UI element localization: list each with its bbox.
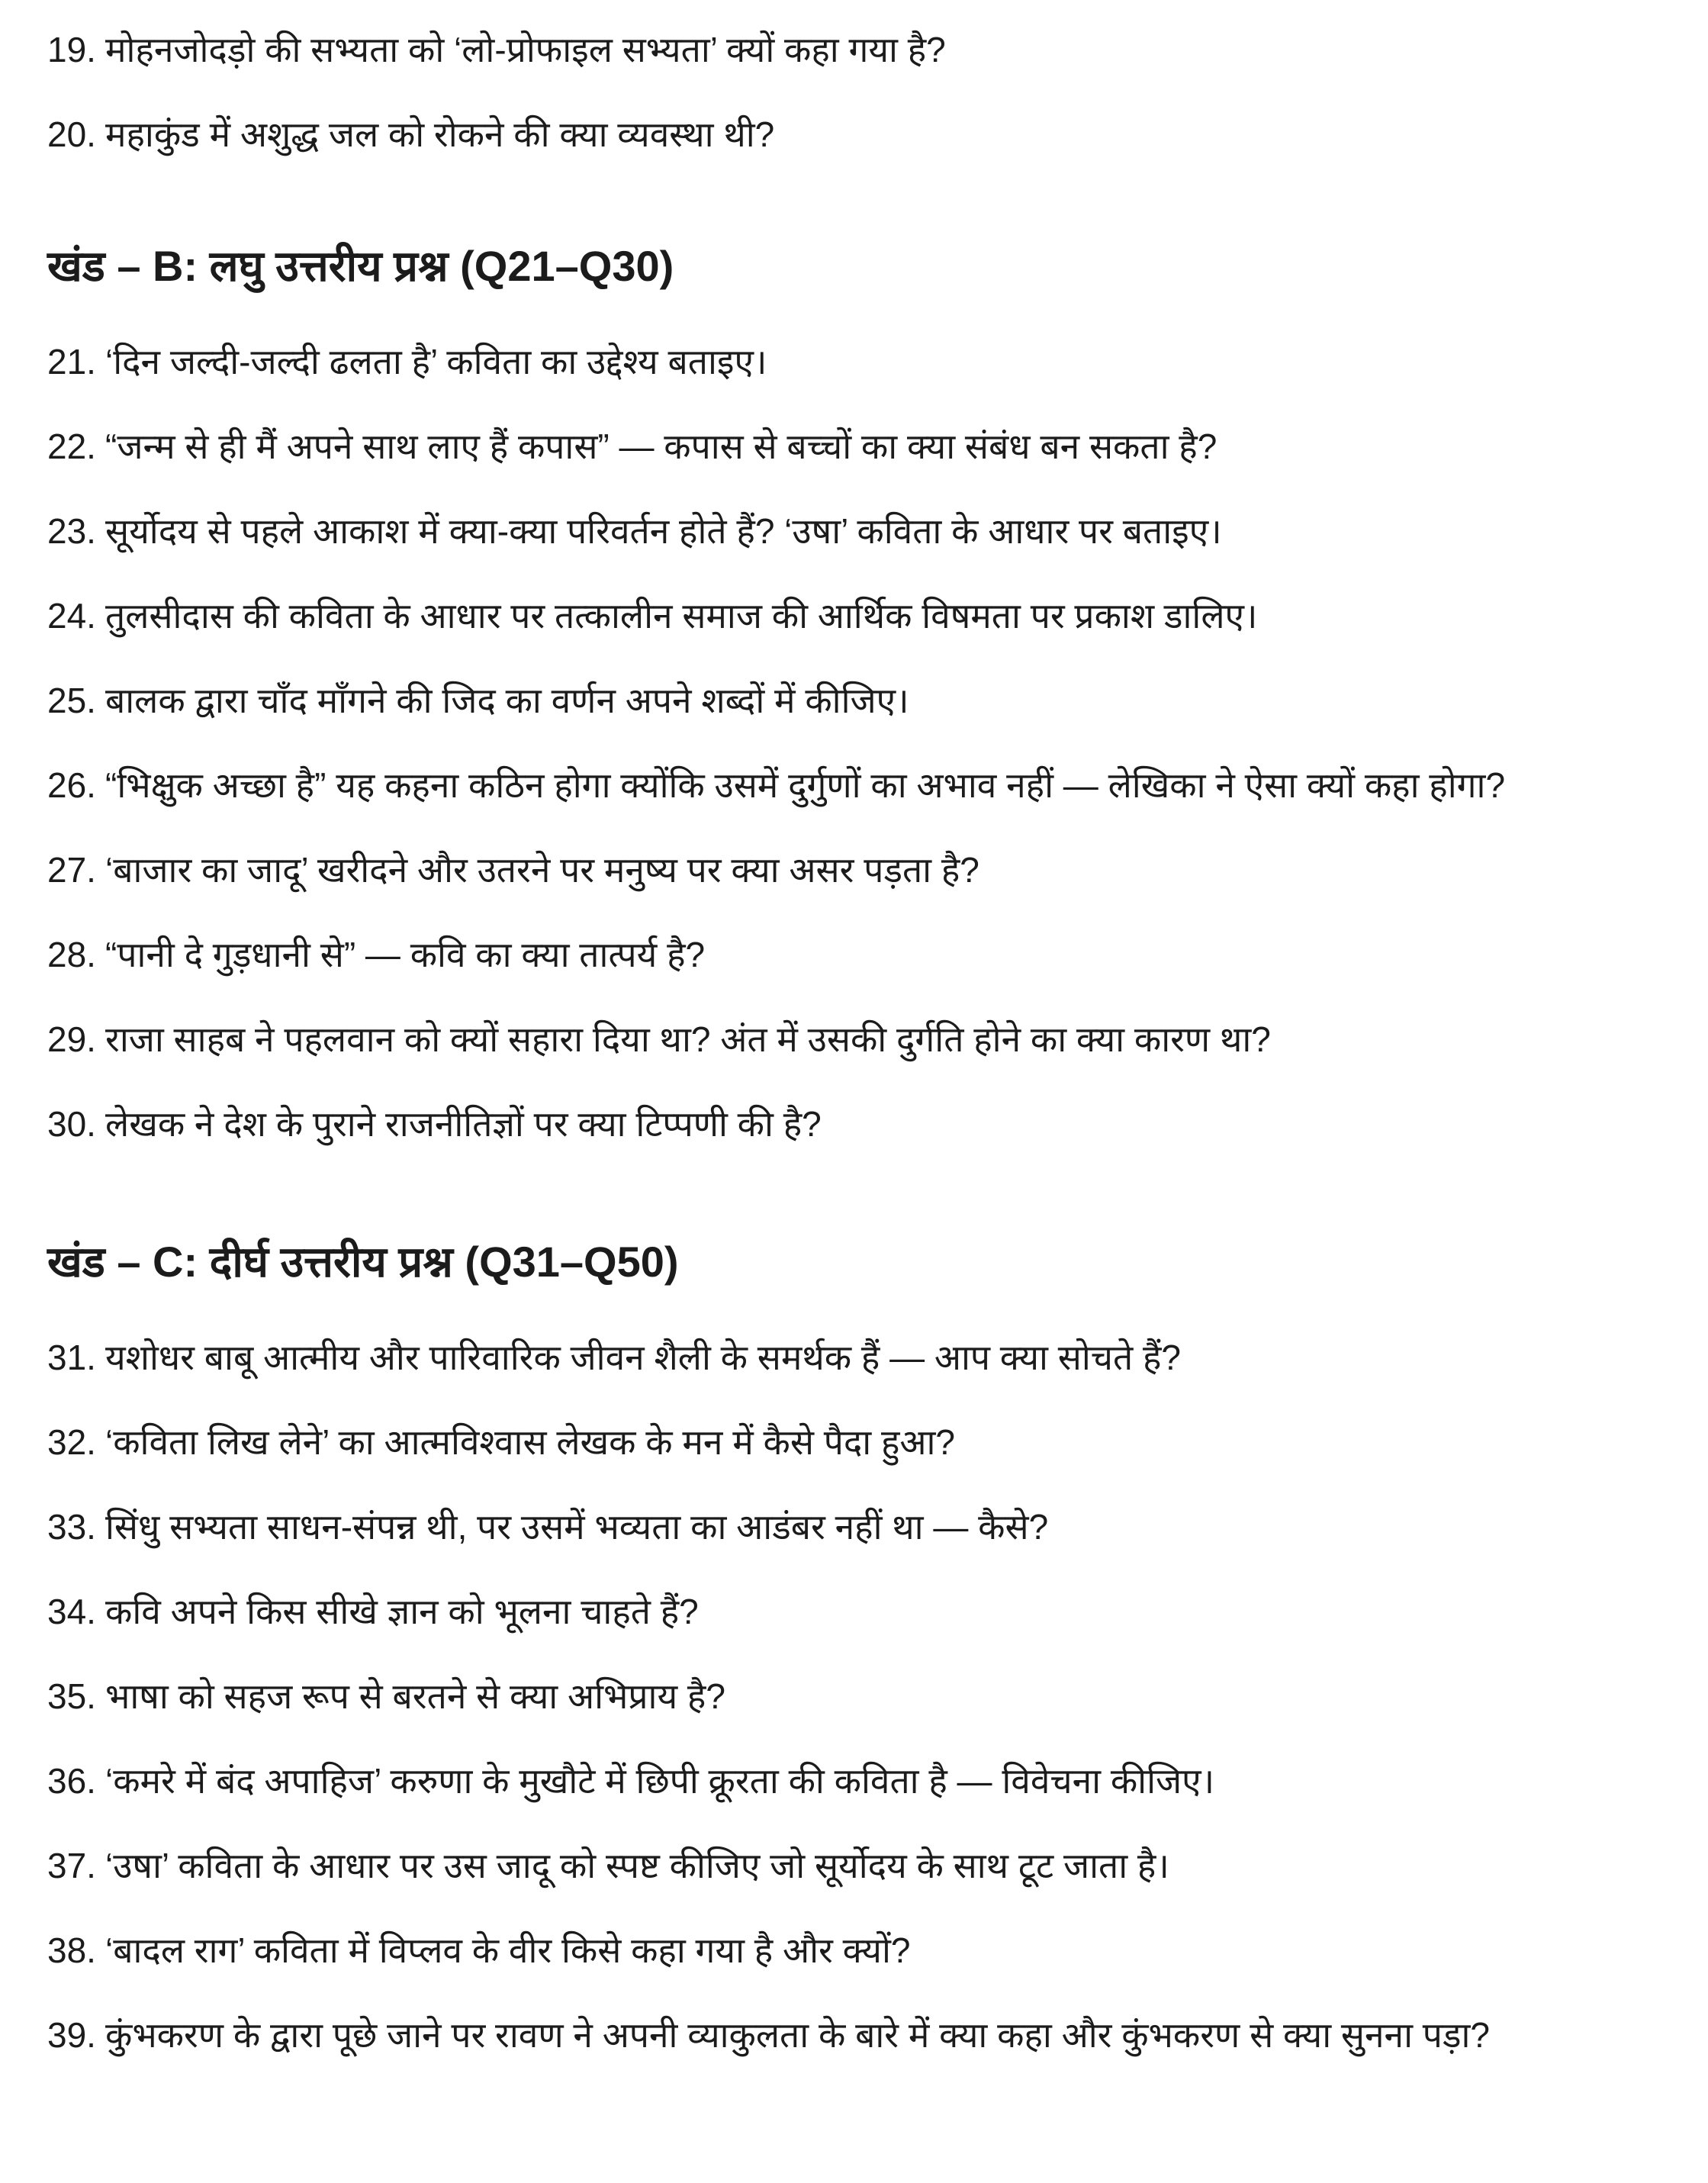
question-item [47,330,1661,394]
question-number: 29. [47,1019,96,1059]
question-item [47,1008,1661,1071]
question-item [47,1411,1661,1474]
question-item [47,500,1661,563]
question-text: कवि अपने किस सीखे ज्ञान को भूलना चाहते हैं? [105,1592,699,1631]
question-text: “जन्म से ही मैं अपने साथ लाए हैं कपास” — कपास से बच्चों का क्या संबंध बन सकता है? [105,427,1217,466]
question-number: 39. [47,2015,96,2055]
question-item [47,584,1661,648]
question-number: 38. [47,1930,96,1970]
question-number: 33. [47,1507,96,1547]
question-text: ‘कविता लिख लेने’ का आत्मविश्वास लेखक के मन में कैसे पैदा हुआ? [105,1422,955,1462]
question-text: कुंभकरण के द्वारा पूछे जाने पर रावण ने अपनी व्याकुलता के बारे में क्या कहा और कुंभकरण से क्या सुनना पड़ा? [105,2015,1491,2055]
question-item [47,1750,1661,1813]
question-text: यशोधर बाबू आत्मीय और पारिवारिक जीवन शैली के समर्थक हैं — आप क्या सोचते हैं? [105,1338,1181,1377]
question-item [47,669,1661,732]
question-item [47,1093,1661,1156]
question-number: 19. [47,30,96,69]
question-number: 32. [47,1422,96,1462]
question-number: 28. [47,935,96,974]
question-text: सिंधु सभ्यता साधन-संपन्न थी, पर उसमें भव्यता का आडंबर नहीं था — कैसे? [105,1507,1049,1547]
question-text: ‘बाजार का जादू’ खरीदने और उतरने पर मनुष्य पर क्या असर पड़ता है? [105,850,979,890]
question-number: 36. [47,1761,96,1801]
question-list-section-a [47,18,1661,166]
question-number: 26. [47,765,96,805]
question-number: 23. [47,511,96,551]
question-text: तुलसीदास की कविता के आधार पर तत्कालीन समाज की आर्थिक विषमता पर प्रकाश डालिए। [105,596,1258,636]
question-number: 25. [47,681,96,720]
question-text: “पानी दे गुड़धानी से” — कवि का क्या तात्पर्य है? [105,935,706,974]
question-item [47,839,1661,902]
question-text: “भिक्षुक अच्छा है” यह कहना कठिन होगा क्योंकि उसमें दुर्गुणों का अभाव नहीं — लेखिका ने ऐसा क्यों कहा होगा? [105,765,1506,805]
question-text: बालक द्वारा चाँद माँगने की जिद का वर्णन अपने शब्दों में कीजिए। [105,681,909,720]
question-text: राजा साहब ने पहलवान को क्यों सहारा दिया था? अंत में उसकी दुर्गति होने का क्या कारण था? [105,1019,1271,1059]
question-item [47,2004,1661,2067]
question-text: लेखक ने देश के पुराने राजनीतिज्ञों पर क्या टिप्पणी की है? [105,1104,822,1144]
question-text: सूर्योदय से पहले आकाश में क्या-क्या परिवर्तन होते हैं? ‘उषा’ कविता के आधार पर बताइए। [105,511,1222,551]
question-text: भाषा को सहज रूप से बरतने से क्या अभिप्राय है? [105,1676,725,1716]
question-number: 30. [47,1104,96,1144]
question-list-section-b [47,330,1661,1156]
question-text: ‘कमरे में बंद अपाहिज’ करुणा के मुखौटे में छिपी क्रूरता की कविता है — विवेचना कीजिए। [105,1761,1215,1801]
question-text: ‘दिन जल्दी-जल्दी ढलता है’ कविता का उद्देश्य बताइए। [105,342,767,382]
question-list-section-c [47,1326,1661,2067]
question-number: 37. [47,1846,96,1885]
question-number: 27. [47,850,96,890]
section-b-heading: खंड – B: लघु उत्तरीय प्रश्न (Q21–Q30) [47,242,674,290]
question-number: 21. [47,342,96,382]
question-text: मोहनजोदड़ो की सभ्यता को ‘लो-प्रोफाइल सभ्यता’ क्यों कहा गया है? [105,30,946,69]
question-number: 22. [47,427,96,466]
question-item [47,754,1661,817]
question-number: 24. [47,596,96,636]
question-item [47,923,1661,987]
question-item [47,103,1661,166]
question-item [47,1665,1661,1728]
question-number: 34. [47,1592,96,1631]
question-item [47,1919,1661,1982]
question-item [47,1580,1661,1644]
question-item [47,1496,1661,1559]
question-item [47,415,1661,478]
question-item [47,1326,1661,1389]
question-text: ‘उषा’ कविता के आधार पर उस जादू को स्पष्ट कीजिए जो सूर्योदय के साथ टूट जाता है। [105,1846,1169,1885]
question-item [47,1834,1661,1898]
question-number: 20. [47,114,96,154]
section-c-heading: खंड – C: दीर्घ उत्तरीय प्रश्न (Q31–Q50) [47,1238,679,1286]
question-text: महाकुंड में अशुद्ध जल को रोकने की क्या व्यवस्था थी? [105,114,775,154]
question-number: 31. [47,1338,96,1377]
question-number: 35. [47,1676,96,1716]
question-item [47,18,1661,82]
question-text: ‘बादल राग’ कविता में विप्लव के वीर किसे कहा गया है और क्यों? [105,1930,911,1970]
